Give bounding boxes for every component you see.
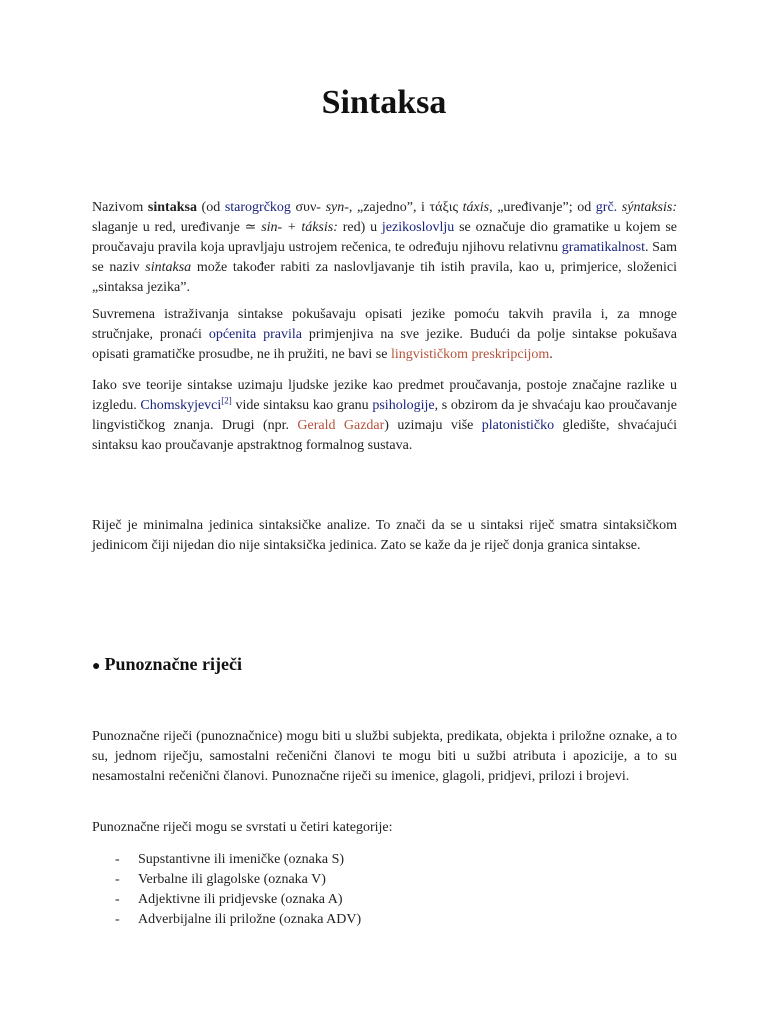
link-platonisticko[interactable]: platonističko bbox=[481, 418, 555, 433]
list-item bbox=[115, 850, 361, 870]
list-item bbox=[115, 870, 361, 890]
text-run: Suvremena istraživanja sintakse pokušavaju opisati jezike pomoću takvih pravila i, za mnoge stručnjake, pronaći bbox=[92, 307, 677, 342]
research-paragraph bbox=[92, 305, 677, 365]
link-chomskyjevci[interactable]: Chomskyjevci bbox=[140, 398, 222, 413]
text-run: vide sintaksu kao granu bbox=[231, 398, 373, 413]
text-run: (od bbox=[196, 200, 225, 215]
text-run: može također rabiti za naslovljavanje tih istih pravila, kao u, primjerice, složenici „sintaksa jezika”. bbox=[92, 260, 677, 295]
text-italic: sýntaksis: bbox=[621, 200, 677, 215]
text-run: gledište, shvaćajući sintaksu kao proučavanje apstraktnog formalnog sustava. bbox=[92, 418, 677, 453]
text-italic: syn- bbox=[325, 200, 349, 215]
text-run: , „zajedno”, i τάξις bbox=[348, 200, 463, 215]
text-run: Iako sve teorije sintakse uzimaju ljudske jezike kao predmet proučavanja, postoje značajne razlike u izgledu. bbox=[92, 378, 677, 413]
text-run: slaganje u red, uređivanje ≃ bbox=[92, 220, 262, 235]
list-item-text: Adverbijalne ili priložne (oznaka ADV) bbox=[138, 912, 362, 927]
link-psihologije[interactable]: psihologije bbox=[372, 398, 435, 413]
text-run: , s obzirom da je shvaćaju kao proučavanje lingvističkog znanja. Drugi (npr. bbox=[92, 398, 677, 433]
list-item-text: Verbalne ili glagolske (oznaka V) bbox=[138, 872, 326, 887]
text-run: . Sam se naziv bbox=[92, 240, 678, 275]
section-heading-text: Punoznačne riječi bbox=[104, 654, 242, 674]
link-jezikoslovlju[interactable]: jezikoslovlju bbox=[381, 220, 455, 235]
link-lingvistickom-preskripcijom[interactable]: lingvističkom preskripcijom bbox=[390, 347, 550, 362]
text-run: Nazivom bbox=[92, 200, 148, 215]
link-gramatikalnost[interactable]: gramatikalnost bbox=[561, 240, 645, 255]
text-run: ) uzimaju više bbox=[384, 418, 482, 433]
text-italic: sin- + táksis: bbox=[261, 220, 338, 235]
footnote-ref[interactable]: [2] bbox=[221, 395, 232, 406]
text-run: , „uređivanje”; od bbox=[489, 200, 596, 215]
intro-paragraph bbox=[92, 198, 677, 298]
dash-icon: - bbox=[115, 852, 120, 867]
theories-paragraph bbox=[92, 376, 677, 456]
page-title: Sintaksa bbox=[321, 84, 447, 121]
dash-icon: - bbox=[115, 912, 120, 927]
text-run: primjenjiva na sve jezike. Budući da polje sintakse pokušava opisati gramatičke prosudbe, ne ih pružiti, ne bavi se bbox=[92, 327, 678, 362]
term-bold: sintaksa bbox=[147, 200, 197, 215]
text-run: se označuje dio gramatike u kojem se proučavaju pravila koja upravljaju ustrojem rečenica, te određuju njihovu relativnu bbox=[92, 220, 677, 255]
link-gerald-gazdar[interactable]: Gerald Gazdar bbox=[297, 418, 385, 433]
categories-intro: Punoznačne riječi mogu se svrstati u četiri kategorije: bbox=[92, 820, 393, 835]
text-run: συν- bbox=[290, 200, 326, 215]
list-item bbox=[115, 890, 361, 910]
dash-icon: - bbox=[115, 872, 120, 887]
link-opcenita-pravila[interactable]: općenita pravila bbox=[208, 327, 302, 342]
text-italic: táxis bbox=[462, 200, 490, 215]
categories-list bbox=[115, 850, 361, 930]
link-grc[interactable]: grč. bbox=[595, 200, 618, 215]
punoznacne-paragraph: Punoznačne riječi (punoznačnice) mogu biti u službi subjekta, predikata, objekta i priložne oznake, a to su, jednom riječju, samostalni rečenični članovi te mogu biti u sužbi atributa i apozicije, a to su nesamostalni rečenični članovi. Punoznačne riječi su imenice, glagoli, pridjevi, prilozi i brojevi. bbox=[92, 729, 677, 784]
text-italic: sintaksa bbox=[145, 260, 192, 275]
list-item-text: Supstantivne ili imeničke (oznaka S) bbox=[138, 852, 345, 867]
dash-icon: - bbox=[115, 892, 120, 907]
text-run: . bbox=[549, 347, 553, 362]
link-starogrckog[interactable]: starogrčkog bbox=[224, 200, 291, 215]
section-heading bbox=[92, 654, 242, 675]
list-item bbox=[115, 910, 361, 930]
bullet-icon: ● bbox=[92, 659, 101, 674]
text-run: red) u bbox=[337, 220, 382, 235]
list-item-text: Adjektivne ili pridjevske (oznaka A) bbox=[138, 892, 343, 907]
word-definition-paragraph: Riječ je minimalna jedinica sintaksičke analize. To znači da se u sintaksi riječ smatra sintaksičkom jedinicom čiji nijedan dio nije sintaksička jedinica. Zato se kaže da je riječ donja granica sintakse. bbox=[92, 518, 677, 553]
